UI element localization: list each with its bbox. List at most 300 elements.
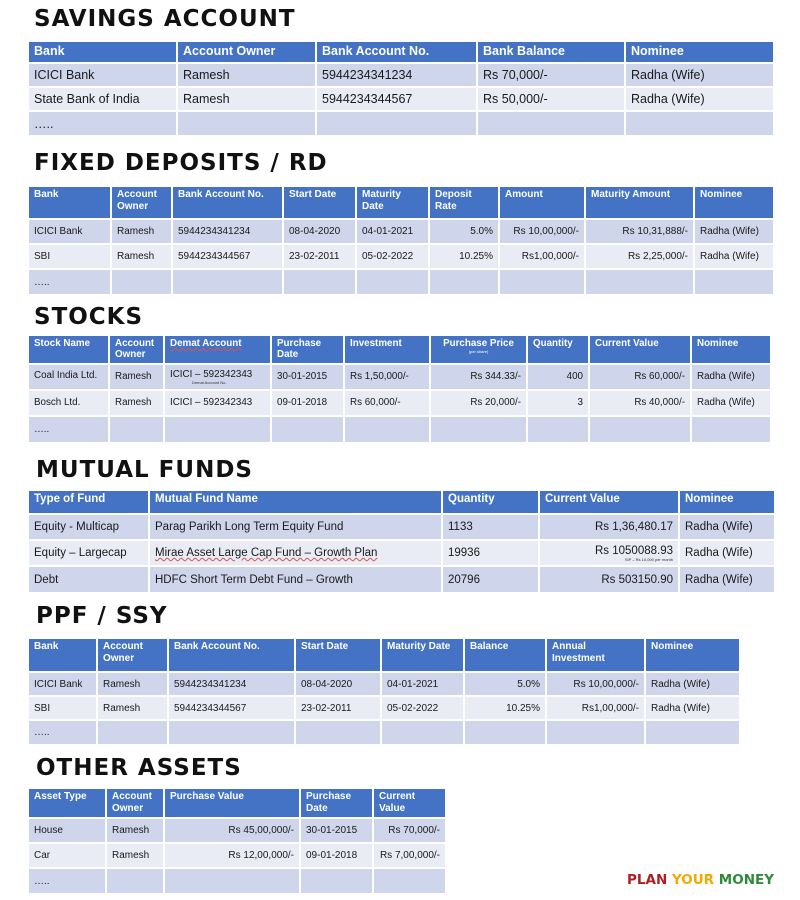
table-cell [295, 720, 381, 744]
table-cell [29, 843, 106, 868]
table-cell [499, 269, 585, 294]
table-cell [546, 720, 645, 744]
column-header [356, 187, 429, 219]
column-header [679, 491, 774, 514]
cell-value: Bosch Ltd. [34, 397, 81, 409]
cell-value: ICICI – 592342343 [170, 368, 253, 380]
column-header [295, 639, 381, 672]
table-cell [111, 269, 172, 294]
table-cell [585, 269, 694, 294]
cell-value: 04-01-2021 [387, 678, 439, 690]
column-header-label: Current Value [545, 493, 620, 505]
table-row [29, 219, 773, 244]
column-header-label: Account Owner [117, 189, 157, 212]
table-row [29, 390, 770, 416]
table-row [29, 818, 445, 843]
cell-value: Rs 45,00,000/- [228, 825, 294, 836]
column-header [429, 187, 499, 219]
table-cell [585, 244, 694, 269]
cell-value: 04-01-2021 [362, 226, 414, 237]
table-cell [585, 219, 694, 244]
table-cell [429, 269, 499, 294]
column-header [381, 639, 464, 672]
table-cell [177, 111, 316, 135]
table-cell [177, 63, 316, 87]
table-cell [625, 111, 773, 135]
table-cell [442, 514, 539, 540]
table-cell [356, 269, 429, 294]
column-header [464, 639, 546, 672]
column-header [29, 42, 177, 63]
cell-value: Rs1,00,000/- [581, 702, 639, 714]
column-header-label: Start Date [289, 189, 337, 200]
table-cell [29, 416, 109, 442]
cell-value: Ramesh [115, 397, 152, 409]
table-cell [442, 566, 539, 592]
column-header-label: Maturity Date [387, 641, 451, 652]
table-cell [111, 219, 172, 244]
cell-value: Rs1,00,000/- [521, 251, 579, 262]
table-cell [283, 269, 356, 294]
column-header [106, 789, 164, 818]
column-header-label: Type of Fund [34, 493, 106, 505]
per-share-note: (per share) [468, 349, 489, 355]
table-cell [97, 720, 168, 744]
column-header-label: Annual Investment [552, 641, 605, 664]
table-cell [645, 672, 739, 696]
table-cell [539, 540, 679, 566]
column-header-label: Purchase Value [170, 791, 244, 802]
cell-value: Ramesh [115, 371, 152, 383]
table-row [29, 87, 773, 111]
column-header [109, 336, 164, 364]
table-cell [344, 416, 430, 442]
cell-value: Rs 10,00,000/- [513, 226, 579, 237]
table-cell [499, 219, 585, 244]
column-header [29, 336, 109, 364]
table-cell [29, 364, 109, 390]
column-header [527, 336, 589, 364]
cell-value: 19936 [448, 547, 480, 559]
demat-account-note: Demat Account No. [192, 379, 227, 385]
cell-value: Car [34, 850, 51, 861]
cell-value: Debt [34, 573, 59, 586]
cell-value: Equity – Largecap [34, 547, 127, 559]
table-cell [691, 390, 770, 416]
table-cell [316, 63, 477, 87]
table-row [29, 269, 773, 294]
table-cell [373, 818, 445, 843]
cell-value: 08-04-2020 [289, 226, 341, 237]
table-cell [589, 364, 691, 390]
cell-value: Radha (Wife) [685, 573, 753, 586]
table-cell [168, 720, 295, 744]
table-cell [679, 566, 774, 592]
table-cell [29, 514, 149, 540]
table-row [29, 720, 739, 744]
section-title-stocks: STOCKS [34, 304, 144, 330]
column-header-label: Mutual Fund Name [155, 493, 258, 505]
cell-value: Rs 50,000/- [483, 92, 548, 106]
cell-value: Parag Parikh Long Term Equity Fund [155, 521, 344, 533]
cell-value: Rs 60,000/- [350, 397, 401, 409]
column-header-label: Nominee [697, 338, 739, 349]
table-cell [106, 868, 164, 893]
table-cell [539, 514, 679, 540]
table-cell [29, 868, 106, 893]
table-cell [527, 416, 589, 442]
column-header [97, 639, 168, 672]
table-cell [589, 416, 691, 442]
table-header-row [29, 42, 773, 63]
table-cell [164, 868, 300, 893]
column-header [373, 789, 445, 818]
column-header-label: Quantity [533, 338, 573, 349]
cell-value: 08-04-2020 [301, 678, 353, 690]
cell-value: Rs 1,50,000/- [350, 371, 409, 383]
cell-value: 23-02-2011 [301, 702, 352, 714]
column-header-label: Asset Type [34, 791, 87, 802]
column-header [177, 42, 316, 63]
table-row [29, 540, 774, 566]
table-row [29, 696, 739, 720]
cell-value: ….. [34, 276, 50, 288]
cell-value: 10.25% [459, 251, 493, 262]
cell-value: Rs 1,36,480.17 [594, 521, 673, 533]
column-header [111, 187, 172, 219]
cell-value: 5944234341234 [174, 678, 247, 690]
column-header-label: Nominee [700, 189, 743, 200]
table-cell [625, 63, 773, 87]
table-cell [645, 696, 739, 720]
cell-value: Radha (Wife) [631, 92, 705, 106]
table-header-row [29, 789, 445, 818]
cell-value: ICICI Bank [34, 678, 83, 690]
table-header-row [29, 336, 770, 364]
table-cell [429, 219, 499, 244]
cell-value: Rs 20,000/- [470, 397, 521, 409]
table-cell [546, 672, 645, 696]
column-header-label: Account Owner [112, 791, 152, 814]
column-header-label: Bank Balance [483, 44, 565, 58]
column-header-label: Maturity Amount [591, 189, 671, 200]
cell-value: Rs 12,00,000/- [228, 850, 294, 861]
column-header-label: Quantity [448, 493, 495, 505]
table-cell [271, 416, 344, 442]
table-cell [477, 87, 625, 111]
column-header [164, 336, 271, 364]
table-cell [679, 540, 774, 566]
cell-value: ….. [34, 116, 54, 131]
table-cell [149, 514, 442, 540]
cell-value: 1133 [448, 521, 473, 533]
column-header [344, 336, 430, 364]
column-header-label: Current Value [379, 791, 416, 814]
section-title-fixed-deposits: FIXED DEPOSITS / RD [34, 150, 328, 176]
fixed-deposits-table [29, 187, 773, 294]
cell-value: 20796 [448, 573, 480, 586]
table-cell [442, 540, 539, 566]
column-header-label: Bank Account No. [322, 44, 430, 58]
column-header-label: Nominee [685, 493, 734, 505]
column-header-label: Account Owner [103, 641, 143, 664]
table-cell [271, 390, 344, 416]
column-header [300, 789, 373, 818]
table-cell [300, 868, 373, 893]
cell-value: 09-01-2018 [277, 397, 328, 409]
table-cell [381, 696, 464, 720]
cell-value: 5.0% [470, 226, 493, 237]
table-cell [283, 244, 356, 269]
table-cell [430, 390, 527, 416]
cell-value: Rs 60,000/- [634, 371, 685, 383]
table-cell [430, 416, 527, 442]
table-cell [694, 219, 773, 244]
cell-value: 5944234344567 [322, 92, 413, 106]
table-row [29, 514, 774, 540]
column-header [316, 42, 477, 63]
cell-value: ICICI – 592342343 [170, 397, 253, 409]
cell-value: Ramesh [112, 825, 150, 836]
table-cell [344, 364, 430, 390]
cell-value: House [34, 825, 63, 836]
column-header [694, 187, 773, 219]
column-header [645, 639, 739, 672]
section-title-other-assets: OTHER ASSETS [36, 755, 242, 781]
cell-value: Radha (Wife) [685, 547, 753, 559]
table-cell [381, 672, 464, 696]
table-cell [430, 364, 527, 390]
cell-value: 5944234341234 [322, 68, 413, 82]
table-cell [539, 566, 679, 592]
cell-value: Rs 10,00,000/- [573, 678, 639, 690]
section-title-ppf-ssy: PPF / SSY [36, 603, 168, 629]
logo-word-plan: PLAN [627, 872, 668, 888]
table-cell [464, 720, 546, 744]
cell-value: 5.0% [517, 678, 540, 690]
column-header [29, 187, 111, 219]
cell-value: 23-02-2011 [289, 251, 340, 262]
table-cell [477, 111, 625, 135]
cell-value: Equity - Multicap [34, 521, 120, 533]
cell-value: Rs 40,000/- [634, 397, 685, 409]
table-cell [29, 720, 97, 744]
cell-value: HDFC Short Term Debt Fund – Growth [155, 573, 353, 586]
table-cell [477, 63, 625, 87]
column-header-label: Investment [350, 338, 402, 349]
table-cell [109, 416, 164, 442]
cell-value: State Bank of India [34, 92, 140, 106]
table-cell [172, 269, 283, 294]
table-cell [691, 416, 770, 442]
cell-value: Rs 503150.90 [601, 573, 673, 586]
cell-value: Ramesh [117, 251, 155, 262]
table-cell [625, 87, 773, 111]
table-cell [29, 63, 177, 87]
cell-value: Rs 1050088.93 [594, 544, 673, 557]
table-cell [164, 390, 271, 416]
cell-value: SBI [34, 251, 51, 262]
column-header [442, 491, 539, 514]
table-cell [464, 672, 546, 696]
table-cell [29, 219, 111, 244]
cell-value: ….. [34, 875, 50, 887]
ppf-ssy-table [29, 639, 739, 744]
cell-value: 30-01-2015 [277, 371, 328, 383]
column-header-label: Deposit Rate [435, 189, 472, 212]
table-cell [283, 219, 356, 244]
table-row [29, 672, 739, 696]
column-header [430, 336, 527, 364]
stocks-table [29, 336, 770, 442]
table-cell [300, 818, 373, 843]
table-row [29, 111, 773, 135]
table-cell [97, 696, 168, 720]
table-cell [381, 720, 464, 744]
column-header [149, 491, 442, 514]
table-cell [29, 818, 106, 843]
table-row [29, 566, 774, 592]
table-cell [164, 818, 300, 843]
table-cell [373, 868, 445, 893]
table-cell [546, 696, 645, 720]
column-header-label: Nominee [631, 44, 684, 58]
table-cell [589, 390, 691, 416]
table-row [29, 868, 445, 893]
table-cell [499, 244, 585, 269]
table-cell [106, 818, 164, 843]
table-cell [168, 672, 295, 696]
table-row [29, 364, 770, 390]
table-header-row [29, 639, 739, 672]
cell-value: 09-01-2018 [306, 850, 358, 861]
column-header-label: Demat Account [170, 338, 242, 349]
cell-value: Rs 10,31,888/- [622, 226, 688, 237]
table-cell [300, 843, 373, 868]
cell-value: ….. [34, 727, 50, 738]
column-header-label: Bank [34, 641, 59, 652]
cell-value: Rs 344.33/- [470, 371, 521, 383]
table-cell [679, 514, 774, 540]
column-header [477, 42, 625, 63]
table-cell [645, 720, 739, 744]
table-cell [344, 390, 430, 416]
column-header-label: Bank [34, 44, 65, 58]
cell-value: Ramesh [183, 92, 230, 106]
cell-value: 5944234344567 [178, 251, 251, 262]
table-cell [29, 269, 111, 294]
section-title-savings: SAVINGS ACCOUNT [34, 6, 296, 32]
column-header-label: Nominee [651, 641, 694, 652]
savings-table [29, 42, 773, 135]
cell-value: Radha (Wife) [700, 251, 759, 262]
table-cell [29, 87, 177, 111]
column-header [29, 639, 97, 672]
column-header [589, 336, 691, 364]
table-cell [429, 244, 499, 269]
cell-value: 05-02-2022 [387, 702, 439, 714]
cell-value: 05-02-2022 [362, 251, 414, 262]
plan-your-money-logo [627, 872, 774, 888]
cell-value: ICICI Bank [34, 226, 83, 237]
table-cell [694, 269, 773, 294]
cell-value: 5944234344567 [174, 702, 247, 714]
cell-value: Radha (Wife) [697, 371, 755, 383]
column-header [164, 789, 300, 818]
cell-value: Rs 7,00,000/- [379, 850, 440, 861]
column-header [546, 639, 645, 672]
column-header-label: Bank Account No. [178, 189, 264, 200]
cell-value: Radha (Wife) [651, 678, 710, 690]
cell-value: Radha (Wife) [685, 521, 753, 533]
table-cell [106, 843, 164, 868]
cell-value: Rs 70,000/- [388, 825, 440, 836]
column-header-label: Purchase Date [306, 791, 352, 814]
table-row [29, 843, 445, 868]
table-cell [316, 111, 477, 135]
table-cell [97, 672, 168, 696]
column-header [499, 187, 585, 219]
table-cell [356, 219, 429, 244]
column-header-label: Purchase Price [443, 338, 514, 349]
cell-value: ….. [34, 423, 50, 435]
table-cell [691, 364, 770, 390]
column-header-label: Start Date [301, 641, 349, 652]
table-cell [29, 244, 111, 269]
column-header [539, 491, 679, 514]
table-cell [295, 672, 381, 696]
table-cell [164, 364, 271, 390]
cell-value: Rs 2,25,000/- [627, 251, 688, 262]
table-cell [109, 390, 164, 416]
table-cell [29, 390, 109, 416]
column-header-label: Bank [34, 189, 59, 200]
table-cell [694, 244, 773, 269]
cell-value: 30-01-2015 [306, 825, 358, 836]
table-cell [149, 540, 442, 566]
table-cell [164, 416, 271, 442]
logo-word-money: MONEY [718, 872, 775, 888]
cell-value: Ramesh [103, 678, 141, 690]
table-row [29, 63, 773, 87]
cell-value: Radha (Wife) [651, 702, 710, 714]
table-cell [29, 672, 97, 696]
table-cell [109, 364, 164, 390]
table-cell [168, 696, 295, 720]
column-header [625, 42, 773, 63]
table-header-row [29, 491, 774, 514]
table-cell [295, 696, 381, 720]
cell-value: Radha (Wife) [700, 226, 759, 237]
table-row [29, 416, 770, 442]
table-cell [527, 390, 589, 416]
mutual-funds-table [29, 491, 774, 592]
column-header-label: Account Owner [183, 44, 276, 58]
column-header [283, 187, 356, 219]
cell-value: 3 [577, 397, 583, 409]
cell-value: Ramesh [103, 702, 141, 714]
table-cell [164, 843, 300, 868]
column-header-label: Purchase Date [277, 338, 322, 361]
cell-value: Ramesh [183, 68, 230, 82]
column-header-label: Current Value [595, 338, 659, 349]
table-cell [356, 244, 429, 269]
column-header [172, 187, 283, 219]
table-row [29, 244, 773, 269]
column-header-label: Account Owner [115, 338, 155, 361]
column-header-label: Maturity Date [362, 189, 401, 212]
logo-word-your: YOUR [671, 872, 715, 888]
